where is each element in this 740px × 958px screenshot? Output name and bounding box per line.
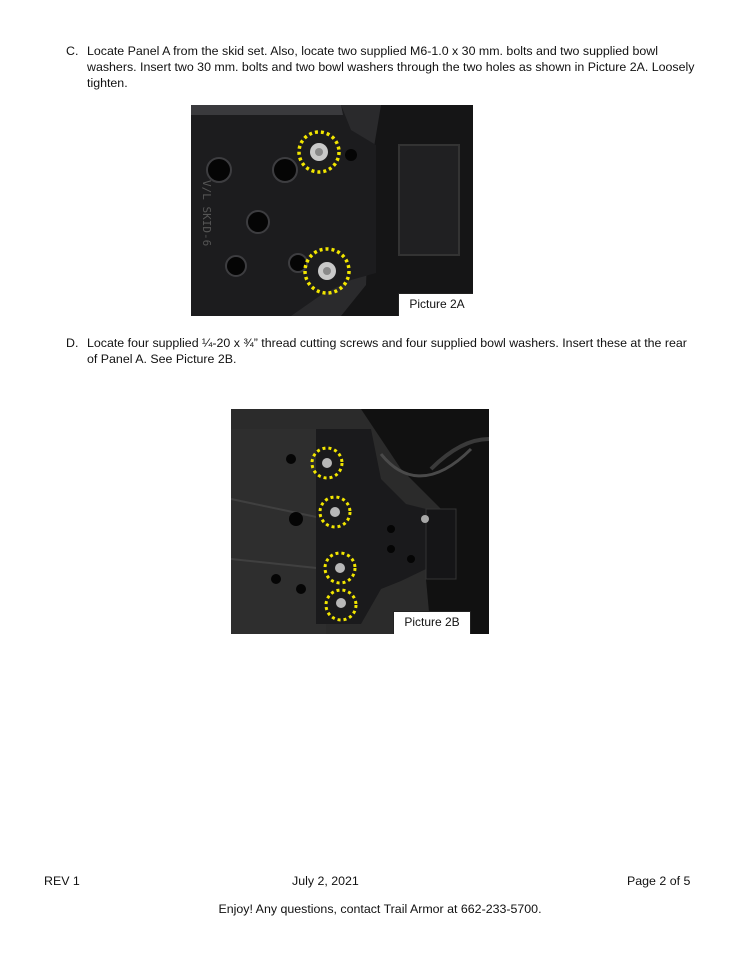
- picture-2a-photo: [191, 105, 473, 316]
- picture-2a: [191, 105, 473, 316]
- step-text: Locate four supplied ¼-20 x ¾” thread cutting screws and four supplied bowl washers. Insert these at the rear of Panel A. See Picture 2B.: [87, 336, 687, 366]
- step-letter: D.: [66, 336, 79, 350]
- picture-2b-caption: Picture 2B: [393, 611, 471, 634]
- step-text: Locate Panel A from the skid set. Also, locate two supplied M6-1.0 x 30 mm. bolts and two supplied bowl washers. Insert two 30 mm. bolts and two bowl washers through the two holes as shown in Picture 2A. Loosely tighten.: [87, 44, 695, 90]
- picture-2a-caption: Picture 2A: [398, 293, 473, 316]
- picture-2b-photo: [231, 409, 489, 634]
- step-letter: C.: [66, 44, 79, 58]
- footer-contact: Enjoy! Any questions, contact Trail Armor at 662-233-5700.: [218, 902, 542, 916]
- footer-page-number: Page 2 of 5: [627, 874, 691, 888]
- panel-marking: V/L SKID-6: [200, 180, 213, 247]
- footer-revision: REV 1: [44, 874, 80, 888]
- picture-2b: [231, 409, 489, 634]
- footer-date: July 2, 2021: [292, 874, 359, 888]
